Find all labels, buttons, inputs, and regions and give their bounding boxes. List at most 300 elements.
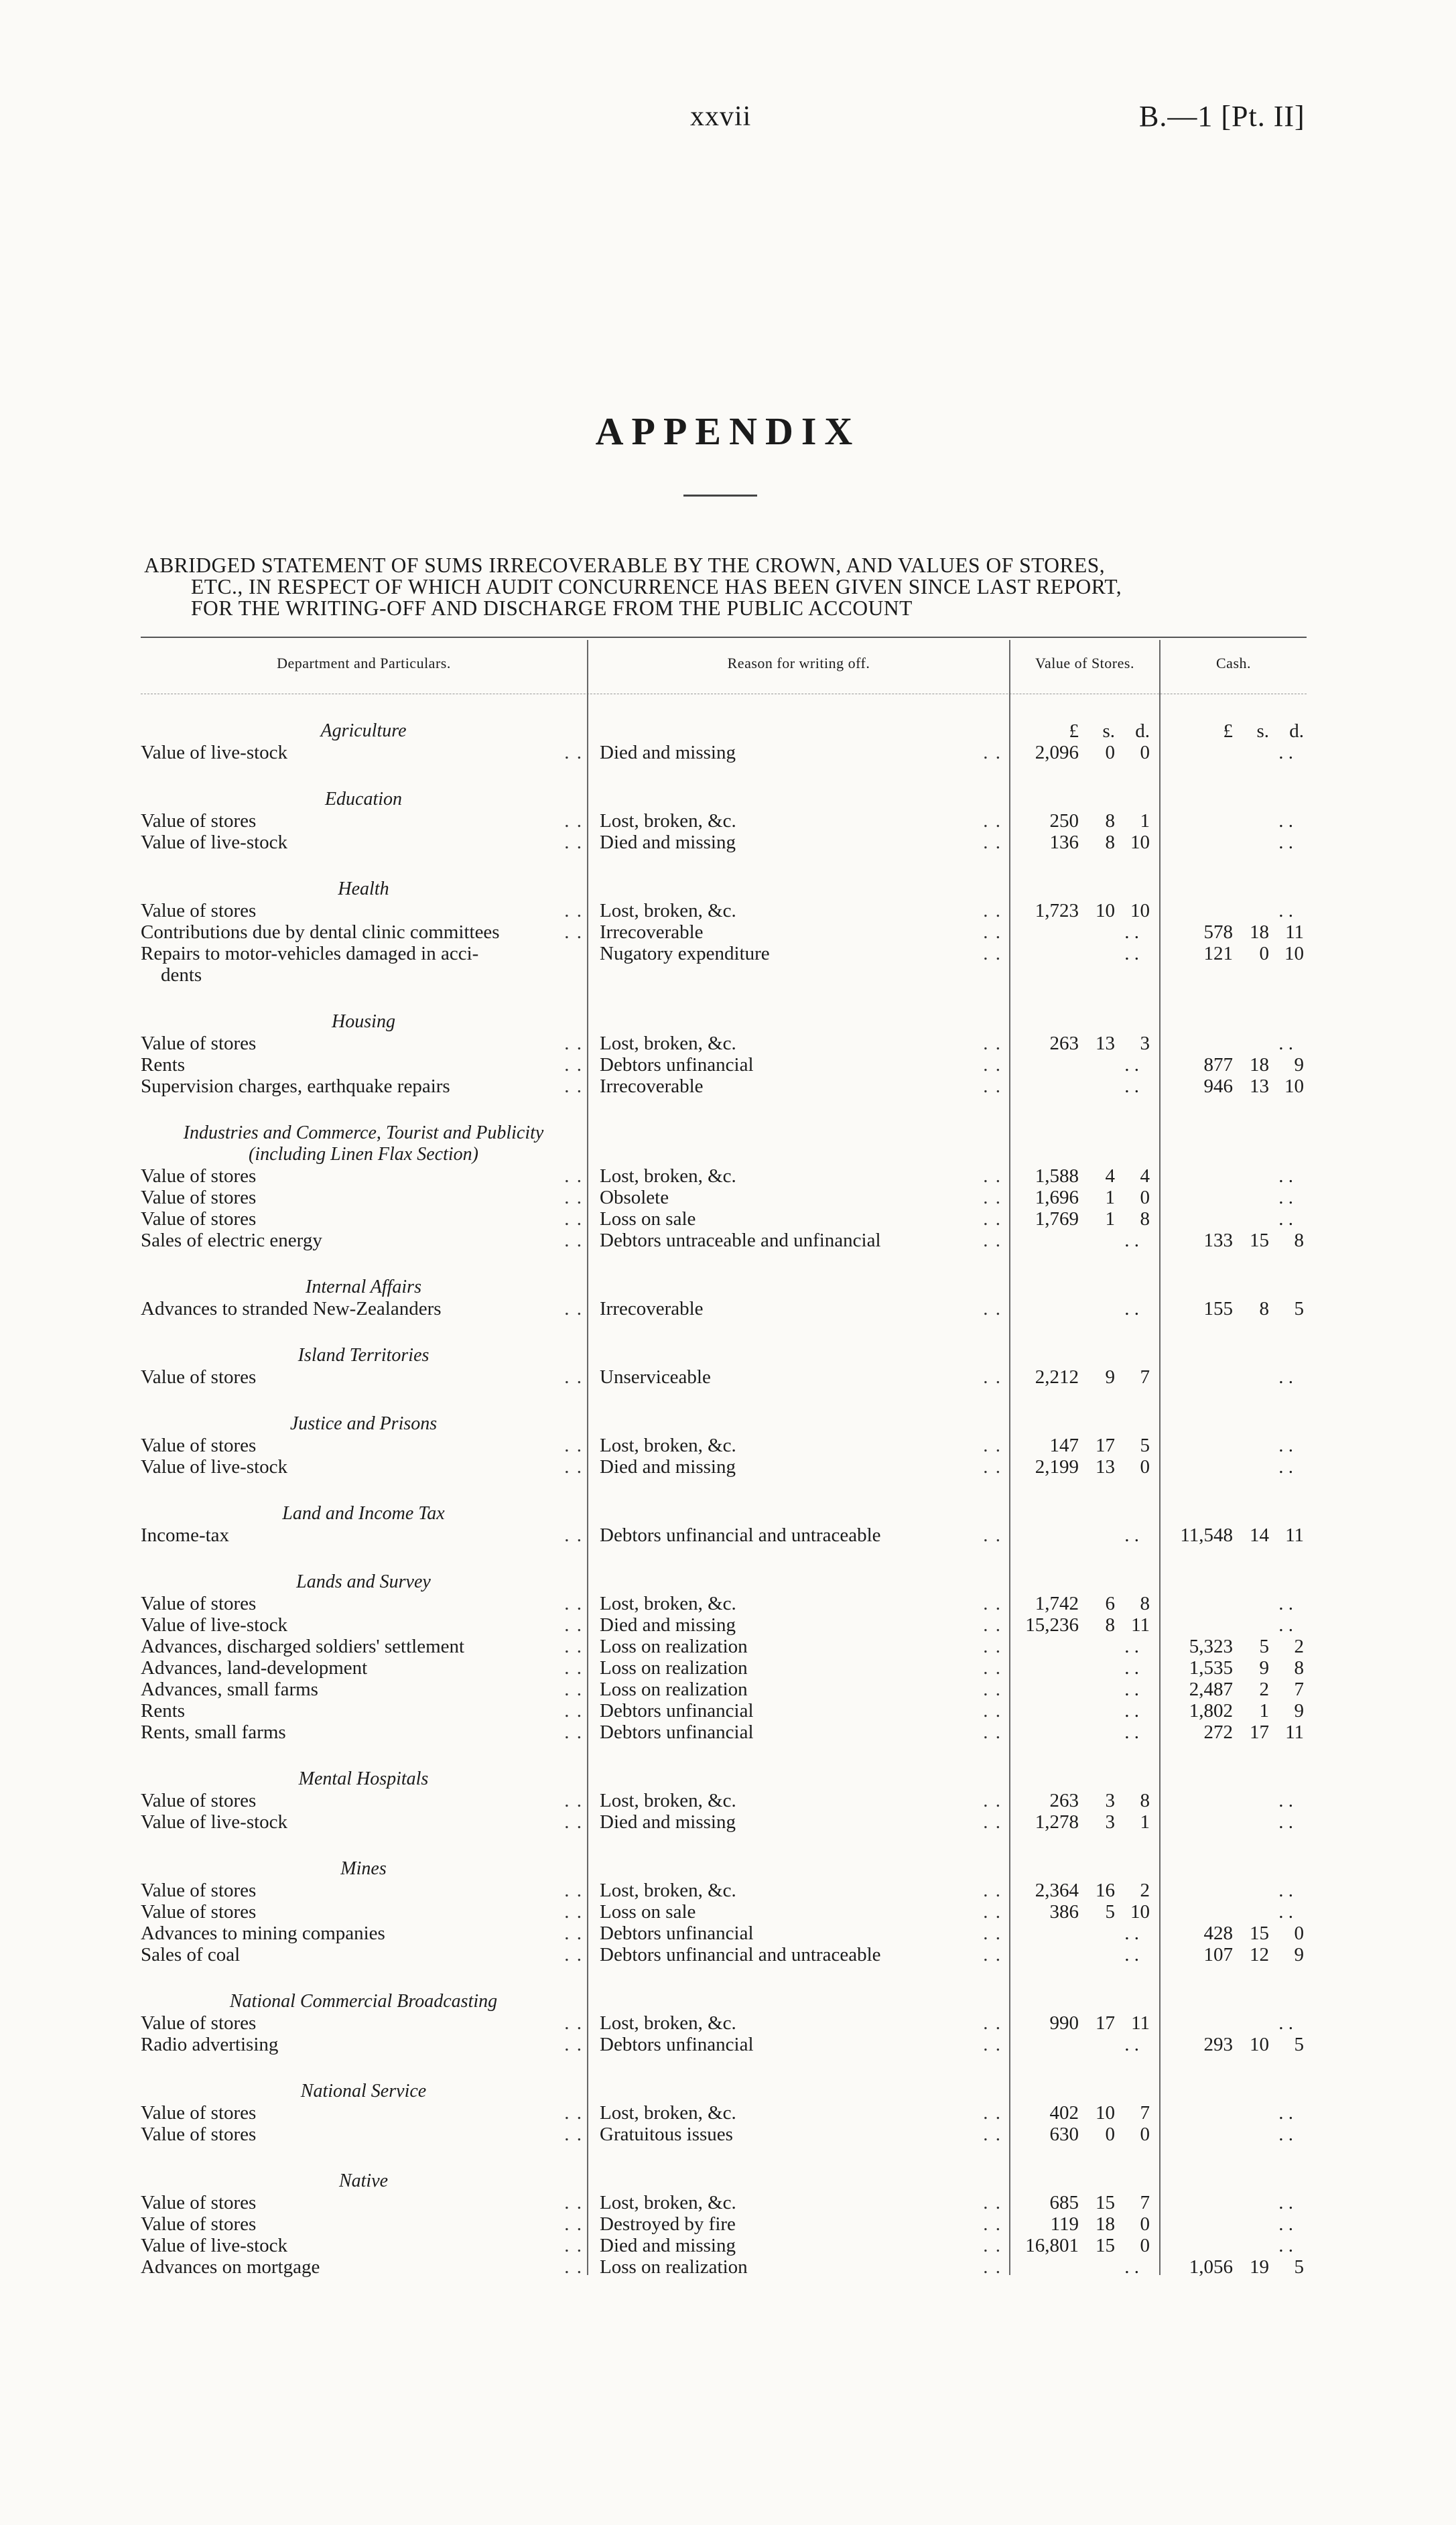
reason-text: Loss on sale [600, 1208, 696, 1230]
stores-value-empty: . . [1124, 1944, 1139, 1965]
reason-cell [600, 1525, 1002, 1546]
cash-value [1163, 2012, 1307, 2034]
reason-leader: . . [983, 1187, 1002, 1208]
cash-value-empty: . . [1278, 1165, 1293, 1187]
particular-cell [141, 1944, 583, 1965]
reason-leader: . . [983, 2235, 1002, 2256]
particular-text: Advances to mining companies [141, 1923, 385, 1944]
particular-text: Value of stores [141, 1033, 257, 1054]
reason-text: Obsolete [600, 1187, 669, 1208]
cash-value-pence: 0 [1294, 1923, 1304, 1944]
stores-value-shillings: 15 [1096, 2192, 1115, 2213]
reason-cell [600, 921, 1002, 943]
table-row [0, 1054, 1456, 1076]
stores-value [1008, 832, 1152, 853]
stores-value-pence: 7 [1140, 2102, 1150, 2124]
particular-leader: . . [564, 2012, 583, 2034]
reason-cell [600, 1811, 1002, 1833]
cash-value-empty: . . [1278, 1593, 1293, 1614]
cash-value-pounds: 578 [1203, 921, 1233, 943]
reason-cell [600, 2034, 1002, 2055]
table-row [0, 810, 1456, 832]
section-heading [0, 1768, 1456, 1790]
stores-value-pounds: 1,588 [1035, 1165, 1079, 1187]
reason-leader: . . [983, 900, 1002, 921]
reason-text: Lost, broken, &c. [600, 2192, 736, 2213]
cash-value-pounds: 946 [1203, 1076, 1233, 1097]
reason-cell [600, 1722, 1002, 1743]
reason-leader: . . [983, 1880, 1002, 1901]
particular-leader: . . [564, 1679, 583, 1700]
cash-value-pence: 10 [1284, 1076, 1304, 1097]
reason-leader: . . [983, 810, 1002, 832]
title-rule [683, 495, 757, 497]
stores-value-pence: 5 [1140, 1435, 1150, 1456]
particular-cell [141, 1054, 583, 1076]
reason-cell [600, 2124, 1002, 2145]
particular-leader: . . [564, 1944, 583, 1965]
particular-text: Value of live-stock [141, 1614, 288, 1636]
reason-text: Died and missing [600, 1456, 736, 1478]
stores-value-pence: 0 [1140, 2235, 1150, 2256]
stores-value-shillings: 13 [1096, 1033, 1115, 1054]
cash-value [1163, 1054, 1307, 1076]
table-row [0, 1923, 1456, 1944]
particular-cell [141, 1923, 583, 1944]
stores-value-shillings: 1 [1105, 1187, 1115, 1208]
cash-value [1163, 1435, 1307, 1456]
reason-text: Debtors untraceable and unfinancial [600, 1230, 881, 1251]
stores-value [1008, 2102, 1152, 2124]
table-row [0, 832, 1456, 853]
section-title: Industries and Commerce, Tourist and Publicity [183, 1122, 544, 1143]
stores-value-shillings: 6 [1105, 1593, 1115, 1614]
document-reference: B.—1 [Pt. II] [1139, 100, 1305, 133]
particular-cell [141, 1657, 583, 1679]
particular-leader: . . [564, 1901, 583, 1923]
stores-value-shillings: 10 [1096, 2102, 1115, 2124]
cash-value [1163, 1880, 1307, 1901]
particular-text: Value of stores [141, 1165, 257, 1187]
cash-value-shillings: 1 [1259, 1700, 1269, 1722]
section-gap [0, 2145, 1456, 2171]
section-title: Agriculture [320, 720, 407, 741]
section-title: National Commercial Broadcasting [229, 1991, 498, 2012]
stores-value [1008, 2034, 1152, 2055]
table-row [0, 2192, 1456, 2213]
reason-cell [600, 1230, 1002, 1251]
particular-leader: . . [564, 1614, 583, 1636]
cash-value [1163, 832, 1307, 853]
cash-value-shillings: 14 [1250, 1525, 1269, 1546]
particular-cell [141, 1700, 583, 1722]
reason-leader: . . [983, 943, 1002, 964]
particular-leader: . . [564, 1076, 583, 1097]
reason-cell [600, 1054, 1002, 1076]
particular-cell [141, 2102, 583, 2124]
particular-text: Value of stores [141, 1880, 257, 1901]
table-row [0, 1165, 1456, 1187]
particular-cell [141, 1033, 583, 1054]
cash-value [1163, 1230, 1307, 1251]
cash-value-pounds: 1,802 [1189, 1700, 1233, 1722]
particular-text: Value of stores [141, 1790, 257, 1811]
stores-value-empty: . . [1124, 1679, 1139, 1700]
particular-cell [141, 1366, 583, 1388]
stores-value [1008, 2192, 1152, 2213]
reason-leader: . . [983, 1033, 1002, 1054]
particular-cell-continued [141, 964, 603, 986]
stores-value [1008, 1944, 1152, 1965]
reason-leader: . . [983, 1657, 1002, 1679]
cash-value-pounds: 155 [1203, 1298, 1233, 1319]
cash-value-shillings: 19 [1250, 2256, 1269, 2278]
reason-text: Irrecoverable [600, 1298, 704, 1319]
reason-cell [600, 1614, 1002, 1636]
particular-text: Value of stores [141, 2124, 257, 2145]
reason-leader: . . [983, 1790, 1002, 1811]
stores-value-pence: 8 [1140, 1208, 1150, 1230]
cash-value-empty: . . [1278, 1614, 1293, 1636]
cash-value-pence: 11 [1285, 1525, 1304, 1546]
cash-value-shillings: 18 [1250, 921, 1269, 943]
reason-text: Died and missing [600, 1811, 736, 1833]
cash-value [1163, 1790, 1307, 1811]
stores-value-shillings: 18 [1096, 2213, 1115, 2235]
reason-cell [600, 900, 1002, 921]
stores-value [1008, 1722, 1152, 1743]
table-row [0, 2102, 1456, 2124]
particular-text: Rents [141, 1054, 186, 1076]
stores-value-empty: . . [1124, 1700, 1139, 1722]
reason-text: Debtors unfinancial and untraceable [600, 1525, 881, 1546]
particular-leader: . . [564, 1366, 583, 1388]
stores-value-pounds: 386 [1049, 1901, 1079, 1923]
cash-value-pence: 9 [1294, 1700, 1304, 1722]
cash-value-pounds: 107 [1203, 1944, 1233, 1965]
stores-value-shillings: 17 [1096, 1435, 1115, 1456]
reason-cell [600, 1435, 1002, 1456]
table-row [0, 1033, 1456, 1054]
stores-value [1008, 1923, 1152, 1944]
statement-line-1: ABRIDGED STATEMENT OF SUMS IRRECOVERABLE BY THE CROWN, AND VALUES OF STORES, [144, 554, 1106, 577]
stores-unit-pence: d. [1135, 720, 1150, 742]
cash-value [1163, 900, 1307, 921]
reason-cell [600, 1208, 1002, 1230]
section-gap [0, 986, 1456, 1011]
particular-leader: . . [564, 742, 583, 763]
reason-leader: . . [983, 1901, 1002, 1923]
table-row [0, 1811, 1456, 1833]
reason-text: Lost, broken, &c. [600, 2102, 736, 2124]
stores-value-empty: . . [1124, 1230, 1139, 1251]
particular-cell [141, 1208, 583, 1230]
table-row [0, 1435, 1456, 1456]
table-row [0, 943, 1456, 964]
reason-cell [600, 1456, 1002, 1478]
reason-text: Died and missing [600, 742, 736, 763]
stores-value-empty: . . [1124, 2034, 1139, 2055]
stores-value-pounds: 1,278 [1035, 1811, 1079, 1833]
particular-text: Value of stores [141, 2213, 257, 2235]
reason-cell [600, 1700, 1002, 1722]
stores-value-pounds: 2,096 [1035, 742, 1079, 763]
particular-cell [141, 1679, 583, 1700]
cash-value [1163, 1944, 1307, 1965]
cash-value-empty: . . [1278, 1187, 1293, 1208]
cash-value-empty: . . [1278, 1811, 1293, 1833]
stores-value-empty: . . [1124, 1923, 1139, 1944]
cash-value [1163, 1614, 1307, 1636]
reason-cell [600, 1165, 1002, 1187]
reason-leader: . . [983, 921, 1002, 943]
particular-text: Value of live-stock [141, 832, 288, 853]
stores-value-pence: 1 [1140, 810, 1150, 832]
particular-leader: . . [564, 1187, 583, 1208]
reason-text: Debtors unfinancial [600, 1054, 754, 1076]
stores-value-pence: 11 [1131, 2012, 1150, 2034]
cash-value-pence: 5 [1294, 2256, 1304, 2278]
cash-value-shillings: 17 [1250, 1722, 1269, 1743]
stores-value-shillings: 0 [1105, 2124, 1115, 2145]
cash-value [1163, 2213, 1307, 2235]
table-row [0, 2256, 1456, 2278]
particular-text-continued: dents [161, 964, 202, 986]
particular-leader: . . [564, 2213, 583, 2235]
reason-text: Lost, broken, &c. [600, 1790, 736, 1811]
section-heading [0, 1858, 1456, 1880]
reason-text: Irrecoverable [600, 921, 704, 943]
section-heading [0, 1503, 1456, 1525]
particular-cell [141, 1636, 583, 1657]
reason-text: Died and missing [600, 2235, 736, 2256]
reason-leader: . . [983, 2034, 1002, 2055]
section-gap [0, 1965, 1456, 1991]
cash-value-pence: 5 [1294, 2034, 1304, 2055]
particular-text: Income-tax [141, 1525, 230, 1546]
cash-unit-pence: d. [1289, 720, 1304, 742]
cash-value-empty: . . [1278, 810, 1293, 832]
particular-leader: . . [564, 1298, 583, 1319]
stores-value-shillings: 5 [1105, 1901, 1115, 1923]
particular-text: Value of live-stock [141, 742, 288, 763]
stores-value-pence: 1 [1140, 1811, 1150, 1833]
particular-cell [141, 2012, 583, 2034]
reason-leader: . . [983, 2192, 1002, 2213]
reason-leader: . . [983, 1700, 1002, 1722]
stores-value [1008, 943, 1152, 964]
reason-cell [600, 2192, 1002, 2213]
cash-value [1163, 2124, 1307, 2145]
stores-value [1008, 1880, 1152, 1901]
particular-cell [141, 1165, 583, 1187]
cash-value [1163, 1657, 1307, 1679]
cash-value-empty: . . [1278, 1790, 1293, 1811]
section-title: Health [338, 879, 389, 899]
section-heading [0, 1122, 1456, 1144]
particular-leader: . . [564, 2102, 583, 2124]
table-row [0, 2213, 1456, 2235]
stores-value-pence: 7 [1140, 2192, 1150, 2213]
stores-value [1008, 1700, 1152, 1722]
reason-leader: . . [983, 1614, 1002, 1636]
stores-value-pounds: 136 [1049, 832, 1079, 853]
reason-text: Loss on sale [600, 1901, 696, 1923]
stores-value [1008, 810, 1152, 832]
cash-value [1163, 943, 1307, 964]
section-gap [0, 1388, 1456, 1413]
reason-cell [600, 1790, 1002, 1811]
reason-cell [600, 1923, 1002, 1944]
reason-leader: . . [983, 2124, 1002, 2145]
section-heading [0, 879, 1456, 900]
reason-cell [600, 1366, 1002, 1388]
table-row [0, 1901, 1456, 1923]
particular-text: Advances, small farms [141, 1679, 318, 1700]
reason-text: Lost, broken, &c. [600, 1165, 736, 1187]
cash-unit-pound: £ [1223, 720, 1233, 742]
particular-leader: . . [564, 921, 583, 943]
cash-value [1163, 1636, 1307, 1657]
particular-leader: . . [564, 2124, 583, 2145]
section-heading [0, 720, 1456, 742]
reason-leader: . . [983, 1944, 1002, 1965]
cash-value-empty: . . [1278, 2012, 1293, 2034]
section-title: Lands and Survey [296, 1571, 431, 1592]
particular-text: Contributions due by dental clinic committees [141, 921, 500, 943]
particular-cell [141, 2256, 583, 2278]
particular-leader: . . [564, 1456, 583, 1478]
stores-value [1008, 1790, 1152, 1811]
reason-leader: . . [983, 1593, 1002, 1614]
reason-cell [600, 943, 1002, 964]
table-row [0, 2124, 1456, 2145]
reason-cell [600, 1657, 1002, 1679]
appendix-table-body [0, 720, 1456, 2278]
cash-value-empty: . . [1278, 1208, 1293, 1230]
particular-text: Value of live-stock [141, 1811, 288, 1833]
reason-text: Lost, broken, &c. [600, 2012, 736, 2034]
reason-cell [600, 1593, 1002, 1614]
stores-value-empty: . . [1124, 1525, 1139, 1546]
stores-value [1008, 1165, 1152, 1187]
particular-leader: . . [564, 1880, 583, 1901]
table-row [0, 1208, 1456, 1230]
stores-value-shillings: 15 [1096, 2235, 1115, 2256]
stores-value-pence: 10 [1130, 1901, 1150, 1923]
cash-value [1163, 1525, 1307, 1546]
cash-value-shillings: 18 [1250, 1054, 1269, 1076]
table-row [0, 1790, 1456, 1811]
section-gap [0, 1097, 1456, 1122]
particular-text: Value of stores [141, 900, 257, 921]
reason-leader: . . [983, 1722, 1002, 1743]
cash-value-shillings: 8 [1259, 1298, 1269, 1319]
particular-cell [141, 1187, 583, 1208]
particular-cell [141, 1230, 583, 1251]
particular-cell [141, 1880, 583, 1901]
reason-text: Died and missing [600, 832, 736, 853]
particular-leader: . . [564, 1230, 583, 1251]
stores-value-pounds: 147 [1049, 1435, 1079, 1456]
cash-value-pence: 8 [1294, 1230, 1304, 1251]
particular-text: Value of stores [141, 2102, 257, 2124]
particular-text: Repairs to motor-vehicles damaged in acci- [141, 943, 479, 964]
stores-value [1008, 1593, 1152, 1614]
particular-text: Value of stores [141, 1366, 257, 1388]
particular-text: Supervision charges, earthquake repairs [141, 1076, 450, 1097]
cash-value-empty: . . [1278, 900, 1293, 921]
reason-cell [600, 810, 1002, 832]
reason-leader: . . [983, 1165, 1002, 1187]
stores-value [1008, 921, 1152, 943]
reason-text: Unserviceable [600, 1366, 711, 1388]
section-title: Education [324, 789, 403, 810]
particular-leader: . . [564, 1165, 583, 1187]
page-number: xxvii [690, 101, 752, 132]
reason-leader: . . [983, 2213, 1002, 2235]
reason-leader: . . [983, 1679, 1002, 1700]
reason-leader: . . [983, 1208, 1002, 1230]
table-row [0, 1880, 1456, 1901]
stores-value-pounds: 685 [1049, 2192, 1079, 2213]
stores-value-shillings: 8 [1105, 832, 1115, 853]
stores-value-empty: . . [1124, 2256, 1139, 2278]
particular-cell [141, 1790, 583, 1811]
cash-value-empty: . . [1278, 832, 1293, 853]
cash-value-pounds: 11,548 [1180, 1525, 1233, 1546]
table-row [0, 1657, 1456, 1679]
reason-leader: . . [983, 1525, 1002, 1546]
stores-value [1008, 1187, 1152, 1208]
stores-value-pence: 0 [1140, 2124, 1150, 2145]
section-gap [0, 1251, 1456, 1277]
particular-text: Advances on mortgage [141, 2256, 320, 2278]
stores-value-pence: 10 [1130, 900, 1150, 921]
stores-value-pounds: 1,742 [1035, 1593, 1079, 1614]
stores-value [1008, 900, 1152, 921]
particular-cell [141, 921, 583, 943]
particular-cell [141, 900, 583, 921]
particular-leader: . . [564, 832, 583, 853]
particular-text: Value of stores [141, 810, 257, 832]
particular-cell [141, 1298, 583, 1319]
cash-value [1163, 1076, 1307, 1097]
cash-value-pounds: 428 [1203, 1923, 1233, 1944]
particular-text: Sales of coal [141, 1944, 241, 1965]
stores-value [1008, 1208, 1152, 1230]
table-row [0, 1614, 1456, 1636]
cash-value [1163, 1722, 1307, 1743]
reason-leader: . . [983, 1230, 1002, 1251]
section-subtitle: (including Linen Flax Section) [249, 1144, 478, 1165]
cash-value [1163, 1811, 1307, 1833]
particular-text: Value of live-stock [141, 1456, 288, 1478]
stores-value-shillings: 10 [1096, 900, 1115, 921]
stores-value-shillings: 9 [1105, 1366, 1115, 1388]
reason-cell [600, 1679, 1002, 1700]
reason-leader: . . [983, 1636, 1002, 1657]
table-row [0, 1230, 1456, 1251]
table-top-rule [141, 637, 1307, 638]
particular-text: Value of stores [141, 2012, 257, 2034]
particular-leader: . . [564, 1722, 583, 1743]
reason-text: Lost, broken, &c. [600, 1033, 736, 1054]
section-title: Mines [340, 1858, 387, 1879]
cash-value-pounds: 1,056 [1189, 2256, 1233, 2278]
cash-value-pence: 11 [1285, 1722, 1304, 1743]
cash-value [1163, 1700, 1307, 1722]
